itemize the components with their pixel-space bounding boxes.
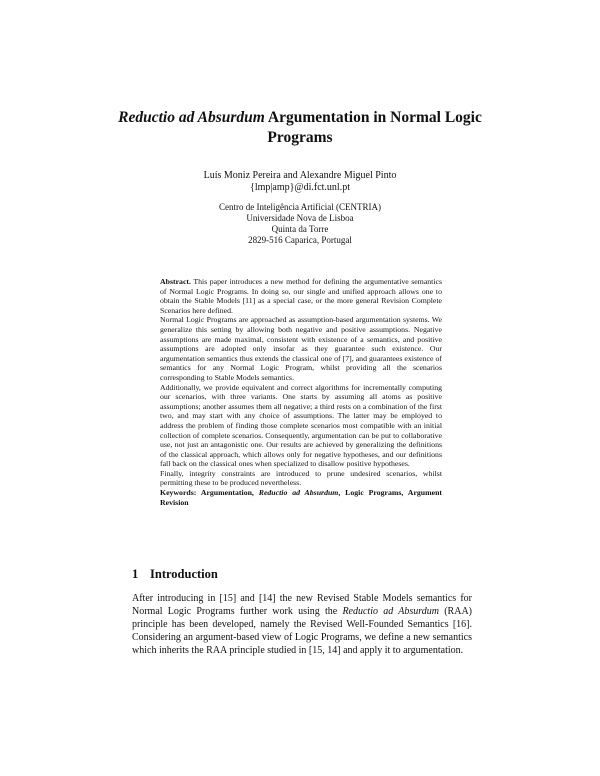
abstract-paragraph: Abstract. This paper introduces a new method for defining the argumentative semantics of Normal Logic Programs. In doing so, our single and unified approach allows one to obtain the Stable Models [11] as a special case, or the more general Revision Complete Scenarios here defined. [160, 277, 442, 315]
keywords-label: Keywords: [160, 488, 197, 498]
keywords: Keywords: Argumentation, Reductio ad Absurdum, Logic Programs, Argument Revision [160, 488, 443, 507]
author-block [150, 170, 450, 194]
affiliation-line: 2829-516 Caparica, Portugal [248, 235, 352, 245]
abstract-label: Abstract. [160, 277, 191, 286]
abstract-paragraph: Normal Logic Programs are approached as assumption-based argumentation systems. We generalize this setting by allowing both negative and positive assumptions. Negative assumptions are made maximal, consistent with existence of a semantics, and positive assumptions are adopted only insofar as they guarantee such existence. Our argumentation semantics thus extends the classical one of [7], and guarantees existence of semantics for any Normal Logic Program, whilst providing all the scenarios corresponding to Stable Models semantics. [160, 315, 442, 382]
affiliation-block [200, 202, 400, 246]
intro-paragraph: After introducing in [15] and [14] the new Revised Stable Models semantics for Normal Logic Programs further work using the Reductio ad Absurdum (RAA) principle has been developed, namely the Revised Well-Founded Semantics [16]. Considering an argument-based view of Logic Programs, we define a new semantics which inherits the RAA principle studied in [15, 14] and apply it to argumentation. [132, 593, 472, 656]
author-emails: {lmp|amp}@di.fct.unl.pt [250, 182, 350, 193]
paper-title [110, 108, 490, 148]
section-heading [132, 566, 472, 582]
section-number: 1 [132, 567, 139, 581]
affiliation-line: Centro de Inteligência Artificial (CENTRIA) [219, 202, 381, 212]
title-italic: Reductio ad Absurdum [118, 109, 265, 126]
abstract-block [160, 277, 442, 507]
affiliation-line: Universidade Nova de Lisboa [246, 213, 354, 223]
title-rest: Argumentation in Normal Logic Programs [264, 109, 482, 146]
affiliation-line: Quinta da Torre [271, 224, 329, 234]
section-title: Introduction [150, 567, 218, 581]
abstract-paragraph: Finally, integrity constraints are introduced to prune undesired scenarios, whilst permitting these to be produced nevertheless. [160, 468, 442, 488]
author-names: Luís Moniz Pereira and Alexandre Miguel Pinto [203, 170, 397, 181]
abstract-paragraph: Additionally, we provide equivalent and correct algorithms for incrementally computing our scenarios, with three variants. One starts by assuming all atoms as positive assumptions; another assumes them all negative; a third rests on a combination of the first two, and may start with any choice of assumptions. The latter may be employed to address the problem of finding those complete scenarios most compatible with an initial collection of complete scenarios. Consequently, argumentation can be put to collaborative use, not just an antagonistic one. Our results are achieved by generalizing the definitions of the classical approach, which allows only for negative hypotheses, and our definitions fall back on the classical ones when specialized to disallow positive hypotheses. [160, 382, 442, 469]
